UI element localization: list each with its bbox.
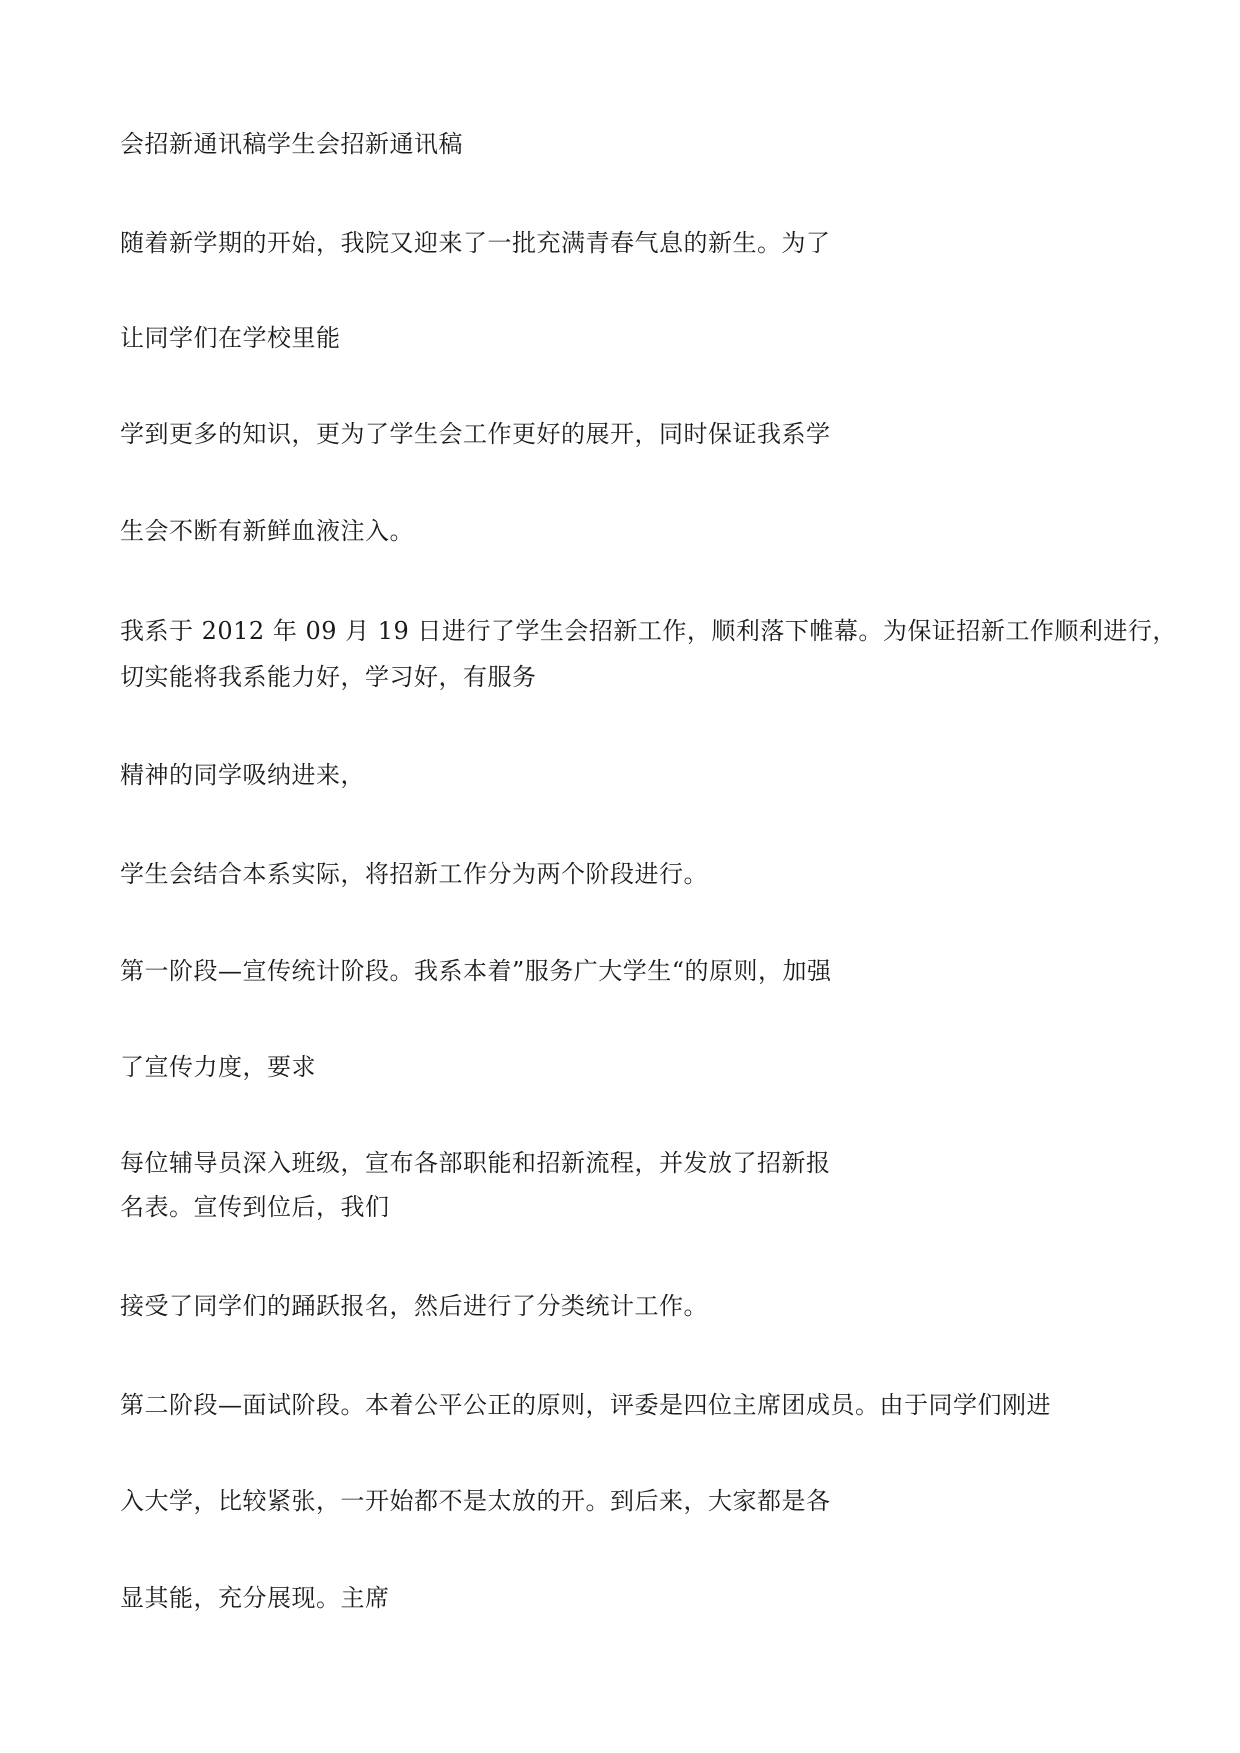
text-line-2: 随着新学期的开始，我院又迎来了一批充满青春气息的新生。为了 [120,229,831,257]
text-line-12: 每位辅导员深入班级，宣布各部职能和招新流程，并发放了招新报 [120,1149,831,1177]
text-line-9: 学生会结合本系实际，将招新工作分为两个阶段进行。 [120,860,708,888]
text-line-1: 会招新通讯稿学生会招新通讯稿 [120,130,463,158]
text-line-14: 接受了同学们的踊跃报名，然后进行了分类统计工作。 [120,1292,708,1320]
text-line-6: 我系于 2012 年 09 月 19 日进行了学生会招新工作，顺利落下帷幕。为保证招新工作顺利进行， [120,617,1177,645]
text-line-5: 生会不断有新鲜血液注入。 [120,517,414,545]
text-line-15: 第二阶段—面试阶段。本着公平公正的原则，评委是四位主席团成员。由于同学们刚进 [120,1391,1051,1419]
text-line-8: 精神的同学吸纳进来， [120,761,365,789]
text-line-4: 学到更多的知识，更为了学生会工作更好的展开，同时保证我系学 [120,420,831,448]
text-line-16: 入大学，比较紧张，一开始都不是太放的开。到后来，大家都是各 [120,1487,831,1515]
text-line-10: 第一阶段—宣传统计阶段。我系本着”服务广大学生“的原则，加强 [120,957,832,985]
text-line-3: 让同学们在学校里能 [120,324,341,352]
text-line-17: 显其能，充分展现。主席 [120,1584,390,1612]
text-line-11: 了宣传力度，要求 [120,1053,316,1081]
text-line-7: 切实能将我系能力好，学习好，有服务 [120,663,537,691]
text-line-13: 名表。宣传到位后，我们 [120,1193,390,1221]
